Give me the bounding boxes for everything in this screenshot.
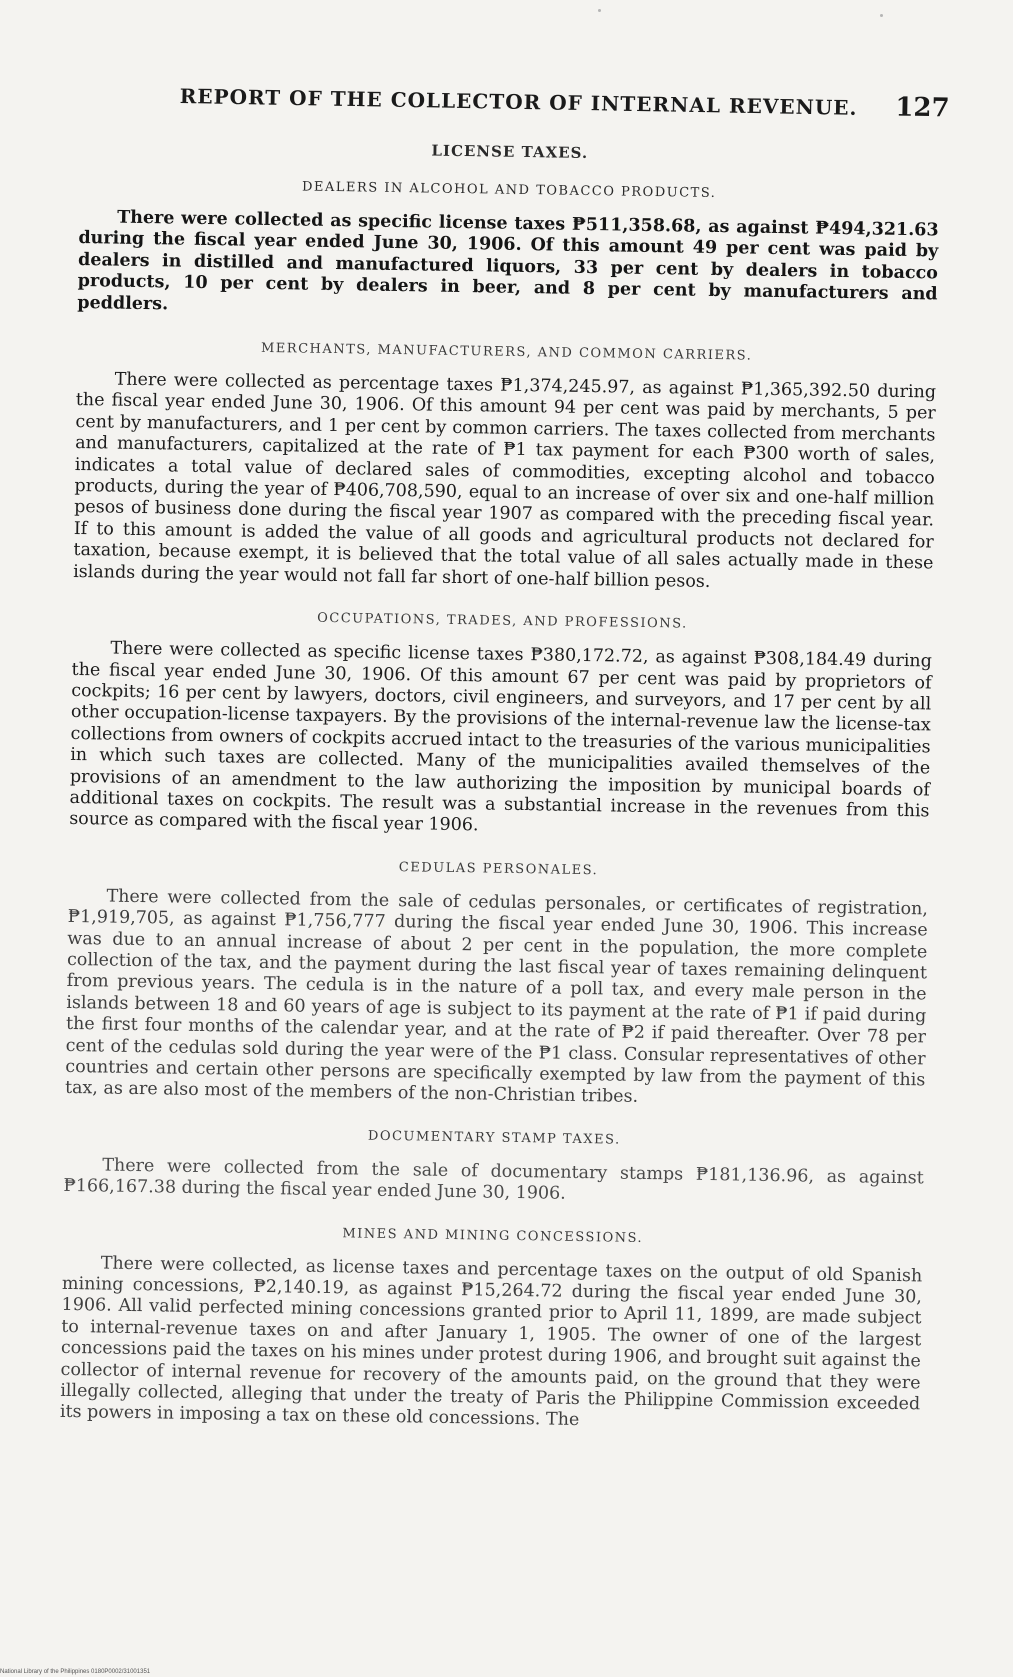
subsection-heading-cedulas: CEDULAS PERSONALES. <box>398 859 599 878</box>
running-head: REPORT OF THE COLLECTOR OF INTERNAL REVENUE. <box>179 83 858 120</box>
subsection-heading-documentary-stamps: DOCUMENTARY STAMP TAXES. <box>367 1128 621 1148</box>
subsection-heading-mines: MINES AND MINING CONCESSIONS. <box>342 1225 644 1246</box>
subsection-heading-merchants: MERCHANTS, MANUFACTURERS, AND COMMON CARRIERS. <box>260 340 753 364</box>
paragraph-mines: There were collected, as license taxes and percentage taxes on the output of old Spanish mining concessions, ₱2,140.19, as against ₱15,264.72 during the fiscal year ended June 30, 1906. All valid perfected mining concessions granted prior to April 11, 1899, are made subject to internal-revenue taxes on and after January 1, 1905. The owner of one of the largest concessions paid the taxes on his mines under protest during 1906, and brought suit against the collector of internal revenue for recovery of the amounts paid, on the ground that they were illegally collected, alleging that under the treaty of Paris the Philippine Commission exceeded its powers in imposing a tax on these old concessions. The <box>59 1253 923 1431</box>
scan-speck <box>598 9 601 12</box>
library-scan-stamp: National Library of the Philippines 0180P0002/31001351 <box>0 1669 151 1675</box>
page-number: 127 <box>895 92 950 124</box>
paragraph-occupations: There were collected as specific license taxes ₱380,172.72, as against ₱308,184.49 during the fiscal year ended June 30, 1906. Of this amount 67 per cent was paid by proprietors of cockpits; 16 per cent by lawyers, doctors, civil engineers, and surveyors, and 17 per cent by all other occupation-license taxpayers. By the provisions of the internal-revenue law the license-tax collections from owners of cockpits accrued intact to the treasuries of the various municipalities in which such taxes are collected. Many of the municipalities availed themselves of the provisions of an amendment to the law authorizing the imposition by municipal boards of additional taxes on cockpits. The result was a substantial increase in the revenues from this source as compared with the fiscal year 1906. <box>69 638 933 836</box>
paragraph-alcohol-tobacco: There were collected as specific license taxes ₱511,358.68, as against ₱494,321.63 during the fiscal year ended June 30, 1906. Of this amount 49 per cent was paid by dealers in distilled and manufactured liquors, 33 per cent by dealers in tobacco products, 10 per cent by dealers in beer, and 8 per cent by manufacturers and peddlers. <box>77 207 939 315</box>
subsection-heading-alcohol-tobacco: DEALERS IN ALCOHOL AND TOBACCO PRODUCTS. <box>301 179 717 202</box>
paragraph-cedulas: There were collected from the sale of cedulas personales, or certificates of registration, ₱1,919,705, as against ₱1,756,777 during the fiscal year ended June 30, 1906. This increase was due to an annual increase of about 2 per cent in the population, the more complete collection of the tax, and the payment during the last fiscal year of taxes remaining delinquent from previous years. The cedula is in the nature of a poll tax, and every male person in the islands between 18 and 60 years of age is subject to its payment at the rate of ₱1 if paid during the first four months of the calendar year, and at the rate of ₱2 if paid thereafter. Over 78 per cent of the cedulas sold during the year were of the ₱1 class. Consular representatives of other countries and certain other persons are specifically exempted by law from the payment of this tax, as are also most of the members of the non-Christian tribes. <box>64 886 929 1108</box>
subsection-heading-occupations: OCCUPATIONS, TRADES, AND PROFESSIONS. <box>317 610 688 632</box>
section-title: LICENSE TAXES. <box>431 141 589 162</box>
paragraph-documentary-stamps: There were collected from the sale of documentary stamps ₱181,136.96, as against ₱166,167.38 during the fiscal year ended June 30, 1906. <box>63 1155 924 1204</box>
page-header <box>179 80 949 123</box>
paragraph-merchants: There were collected as percentage taxes ₱1,374,245.97, as against ₱1,365,392.50 during the fiscal year ended June 30, 1906. Of this amount 94 per cent was paid by merchants, 5 per cent by manufacturers, and 1 per cent by common carriers. The taxes collected from merchants and manufacturers, capitalized at the rate of ₱1 tax payment for each ₱300 worth of sales, indicates a total value of declared sales of commodities, excepting alcohol and tobacco products, during the year of ₱406,708,590, equal to an increase of over six and one-half million pesos of business done during the fiscal year 1907 as compared with the preceding fiscal year. If to this amount is added the value of all goods and agricultural products not declared for taxation, because exempt, it is believed that the total value of all sales actually made in these islands during the year would not fall far short of one-half billion pesos. <box>72 369 937 592</box>
page-content <box>59 136 939 1461</box>
scan-speck <box>880 14 883 17</box>
